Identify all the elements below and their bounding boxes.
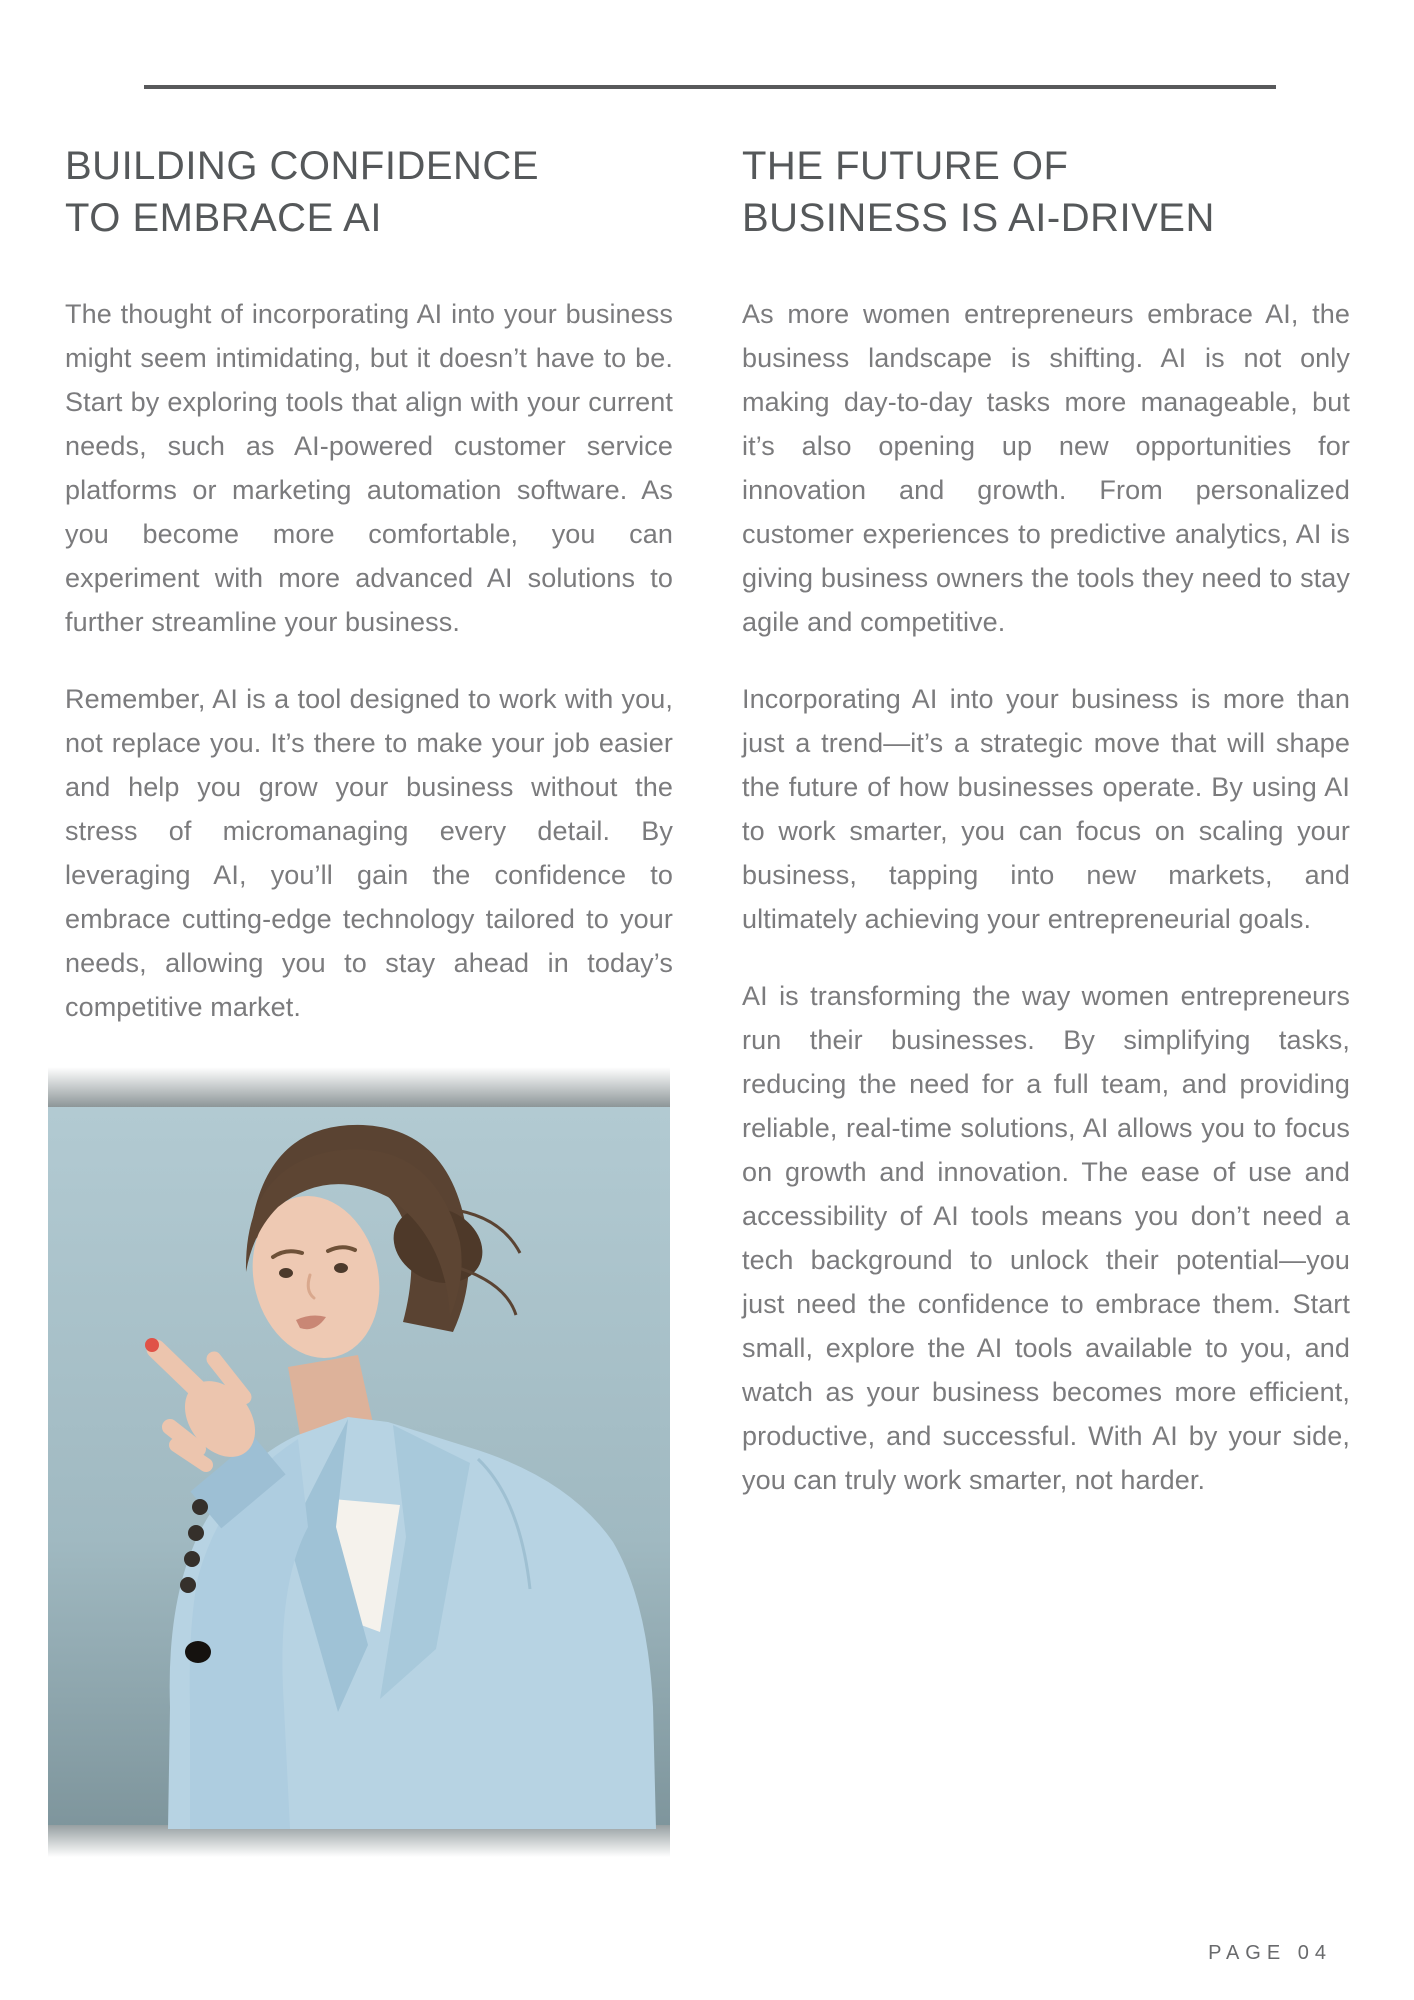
left-paragraph-2: Remember, AI is a tool designed to work with you, not replace you. It’s there to make your job easier and help you grow your business without the stress of micromanaging every detail. By leveraging AI, you’ll gain the confidence to embrace cutting-edge technology tailored to your needs, allowing you to stay ahead in today’s competitive market. [65,684,673,1022]
photo-top-shadow [48,1067,670,1107]
right-paragraph-2: Incorporating AI into your business is more than just a trend—it’s a strategic move that will shape the future of how businesses operate. By using AI to work smarter, you can focus on scaling your business, tapping into new markets, and ultimately achieving your entrepreneurial goals. [742,684,1350,934]
left-column [65,140,673,1857]
left-heading-line-2: TO EMBRACE AI [65,196,382,240]
right-paragraph-1: As more women entrepreneurs embrace AI, the business landscape is shifting. AI is not only making day-to-day tasks more manageable, but it’s also opening up new opportunities for innovation and growth. From personalized customer experiences to predictive analytics, AI is giving business owners the tools they need to stay agile and competitive. [742,299,1350,637]
right-column [742,140,1350,1857]
photo-bottom-shadow [48,1825,670,1857]
woman-pointing-photo [48,1067,670,1857]
right-heading [742,140,1350,244]
woman-pointing-illustration [48,1067,670,1857]
two-column-layout [65,140,1349,1857]
left-heading-line-1: BUILDING CONFIDENCE [65,144,539,188]
top-rule-divider [144,85,1276,89]
page-number: PAGE 04 [1208,1942,1332,1964]
right-heading-line-1: THE FUTURE OF [742,144,1069,188]
red-fingernail [145,1338,159,1352]
left-paragraph-1: The thought of incorporating AI into your business might seem intimidating, but it doesn’t have to be. Start by exploring tools that align with your current needs, such as AI-powered customer service platforms or marketing automation software. As you become more comfortable, you can experiment with more advanced AI solutions to further streamline your business. [65,299,673,637]
right-heading-line-2: BUSINESS IS AI-DRIVEN [742,196,1215,240]
left-heading [65,140,673,244]
blazer-button [185,1641,211,1663]
right-paragraph-3: AI is transforming the way women entrepreneurs run their businesses. By simplifying tasks, reducing the need for a full team, and providing reliable, real-time solutions, AI allows you to focus on growth and innovation. The ease of use and accessibility of AI tools means you don’t need a tech background to unlock their potential—you just need the confidence to embrace them. Start small, explore the AI tools available to you, and watch as your business becomes more efficient, productive, and successful. With AI by your side, you can truly work smarter, not harder. [742,981,1350,1495]
